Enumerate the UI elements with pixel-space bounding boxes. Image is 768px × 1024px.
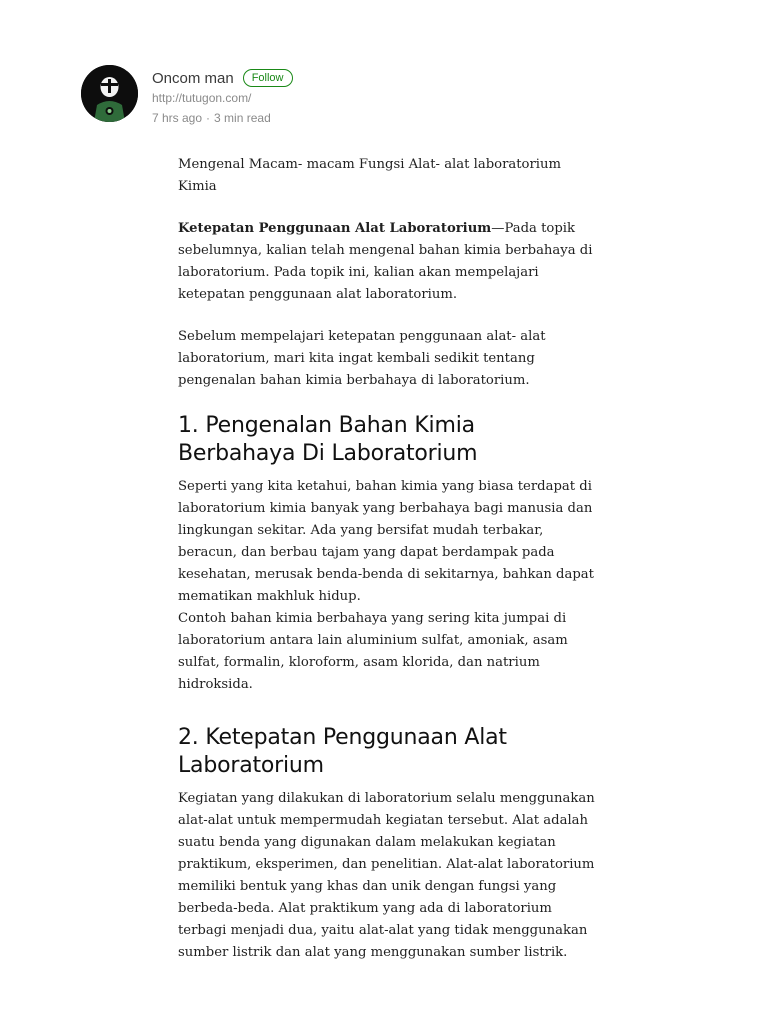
section-1 [178,412,598,696]
section-2-body [178,788,598,964]
section-1-heading: 1. Pengenalan Bahan Kimia Berbahaya Di Laboratorium [178,413,478,466]
article-body [178,154,598,964]
lead-rest-text: —Pada topik sebelumnya, kalian telah mengenal bahan kimia berbahaya di laboratorium. Pada topik ini, kalian akan mempelajari ketepatan penggunaan alat laboratorium. [178,221,593,302]
meta-separator: · [206,111,211,125]
author-name[interactable]: Oncom man [152,69,234,87]
section-1-body [178,476,598,696]
follow-button[interactable]: Follow [243,69,293,87]
section-2 [178,724,598,964]
section-1-paragraph-1: Seperti yang kita ketahui, bahan kimia yang biasa terdapat di laboratorium kimia banyak yang berbahaya bagi manusia dan lingkungan sekitar. Ada yang bersifat mudah terbakar, beracun, dan berbau tajam yang dapat berdampak pada kesehatan, merusak benda-benda di sekitarnya, bahkan dapat mematikan makhluk hidup. [178,479,594,604]
paragraph-2: Sebelum mempelajari ketepatan penggunaan alat- alat laboratorium, mari kita ingat kembali sedikit tentang pengenalan bahan kimia berbahaya di laboratorium. [178,329,546,388]
author-header [81,65,501,125]
section-2-paragraph-1: Kegiatan yang dilakukan di laboratorium selalu menggunakan alat-alat untuk mempermudah kegiatan tersebut. Alat adalah suatu benda yang digunakan dalam melakukan kegiatan praktikum, eksperimen, dan penelitian. Alat-alat laboratorium memiliki bentuk yang khas dan unik dengan fungsi yang berbeda-beda. Alat praktikum yang ada di laboratorium terbagi menjadi dua, yaitu alat-alat yang tidak menggunakan sumber listrik dan alat yang menggunakan sumber listrik. [178,791,595,960]
post-time: 7 hrs ago [152,111,203,125]
avatar-icon [81,65,138,122]
lead-bold-text: Ketepatan Penggunaan Alat Laboratorium [178,221,492,236]
section-1-paragraph-2: Contoh bahan kimia berbahaya yang sering kita jumpai di laboratorium antara lain aluminium sulfat, amoniak, asam sulfat, formalin, kloroform, asam klorida, dan natrium hidroksida. [178,611,568,692]
author-website-link[interactable]: http://tutugon.com/ [152,91,252,105]
section-2-heading: 2. Ketepatan Penggunaan Alat Laboratorium [178,725,507,778]
read-time: 3 min read [214,111,271,125]
avatar[interactable] [81,65,138,122]
post-meta [152,111,293,125]
lead-paragraph [178,218,598,306]
article-intro-title: Mengenal Macam- macam Fungsi Alat- alat laboratorium Kimia [178,157,562,194]
author-name-row [152,67,293,89]
author-meta [152,67,293,125]
